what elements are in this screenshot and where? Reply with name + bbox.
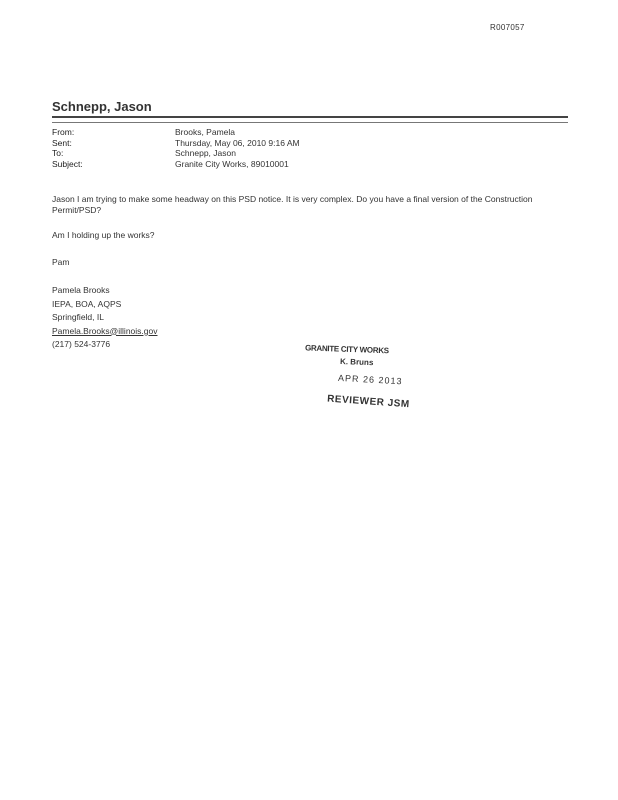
sent-label: Sent: [52, 137, 72, 148]
body-paragraph-2: Am I holding up the works? [52, 230, 155, 240]
email-header [52, 127, 300, 169]
signature-email-link[interactable]: Pamela.Brooks@illinois.gov [52, 325, 158, 336]
to-value: Schnepp, Jason [175, 148, 236, 158]
signature-phone: (217) 524-3776 [52, 339, 111, 349]
header-subject-row [52, 159, 300, 170]
email-author: Schnepp, Jason [52, 99, 152, 114]
to-label: To: [52, 148, 64, 158]
stamp-line-1: GRANITE CITY WORKS [304, 343, 389, 356]
signature-name: Pamela Brooks [52, 285, 110, 295]
signature-city: Springfield, IL [52, 312, 104, 322]
header-from-row [52, 127, 300, 138]
review-stamp [304, 343, 455, 411]
header-to-row [52, 148, 300, 159]
subject-label: Subject: [52, 158, 83, 169]
signature-block [52, 284, 552, 352]
subject-value: Granite City Works, 89010001 [175, 158, 289, 169]
body-paragraph-3: Pam [52, 257, 70, 267]
header-rule [52, 116, 568, 123]
stamp-line-2: K. Bruns [339, 356, 374, 368]
from-value: Brooks, Pamela [175, 127, 235, 137]
stamp-reviewer: REVIEWER JSM [326, 393, 411, 411]
stamp-date: APR 26 2013 [337, 372, 403, 387]
signature-org: IEPA, BOA, AQPS [52, 298, 122, 309]
sent-value: Thursday, May 06, 2010 9:16 AM [175, 137, 300, 148]
bates-number: R007057 [490, 23, 525, 32]
from-label: From: [52, 127, 75, 137]
header-sent-row [52, 138, 300, 149]
body-paragraph-1: Jason I am trying to make some headway on this PSD notice. It is very complex. Do you have a final version of the Construction Permit/PSD? [52, 194, 533, 215]
